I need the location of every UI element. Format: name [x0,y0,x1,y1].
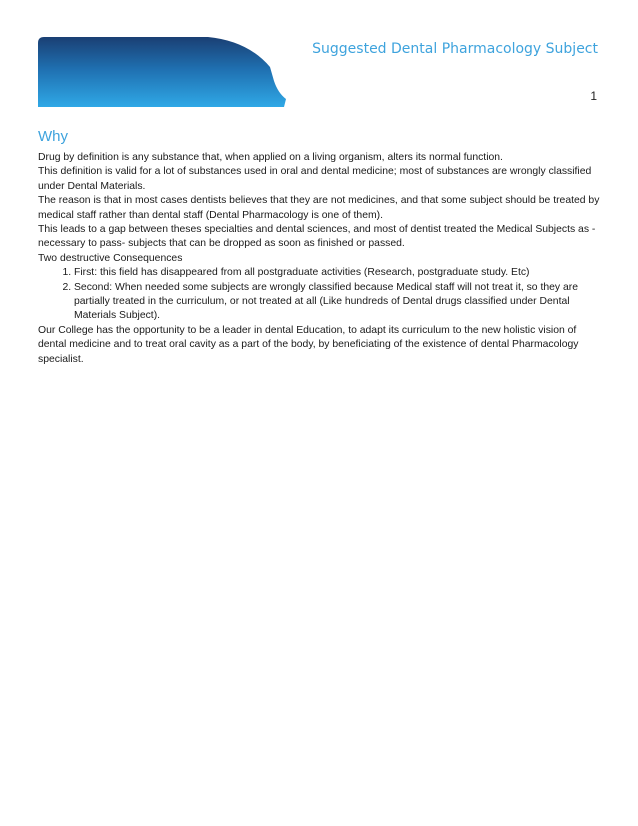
consequences-list [38,266,604,324]
section-text [38,151,604,367]
section-heading: Why [38,128,68,145]
header-banner-graphic [38,37,288,107]
list-item: 1. First: this field has disappeared from all postgraduate activities (Research, postgraduate study. Etc) [74,266,604,280]
paragraph: The reason is that in most cases dentists believes that they are not medicines, and that some subject should be treated by medical staff rather than dental staff (Dental Pharmacology is one of them). [38,195,600,221]
paragraph: This leads to a gap between theses specialties and dental sciences, and most of dentist treated the Medical Subjects as - necessary to pass- subjects that can be dropped as soon as finished or passed. [38,224,596,250]
paragraph: Two destructive Consequences [38,252,183,264]
document-header-title: Suggested Dental Pharmacology Subject [312,41,598,57]
paragraph: This definition is valid for a lot of substances used in oral and dental medicine; most of substances are wrongly classified under Dental Materials. [38,166,592,192]
paragraph: Drug by definition is any substance that, when applied on a living organism, alters its normal function. [38,152,503,163]
document-body [38,128,604,367]
list-item: 2. Second: When needed some subjects are wrongly classified because Medical staff will not treat it, so they are partially treated in the curriculum, or not treated at all (Like hundreds of Dental drugs classified under Dental Materials Subject). [74,281,604,324]
closing-paragraph: Our College has the opportunity to be a leader in dental Education, to adapt its curriculum to the new holistic vision of dental medicine and to treat oral cavity as a part of the body, by beneficiating of the existence of dental Pharmacology specialist. [38,324,579,365]
page-number: 1 [590,89,597,103]
